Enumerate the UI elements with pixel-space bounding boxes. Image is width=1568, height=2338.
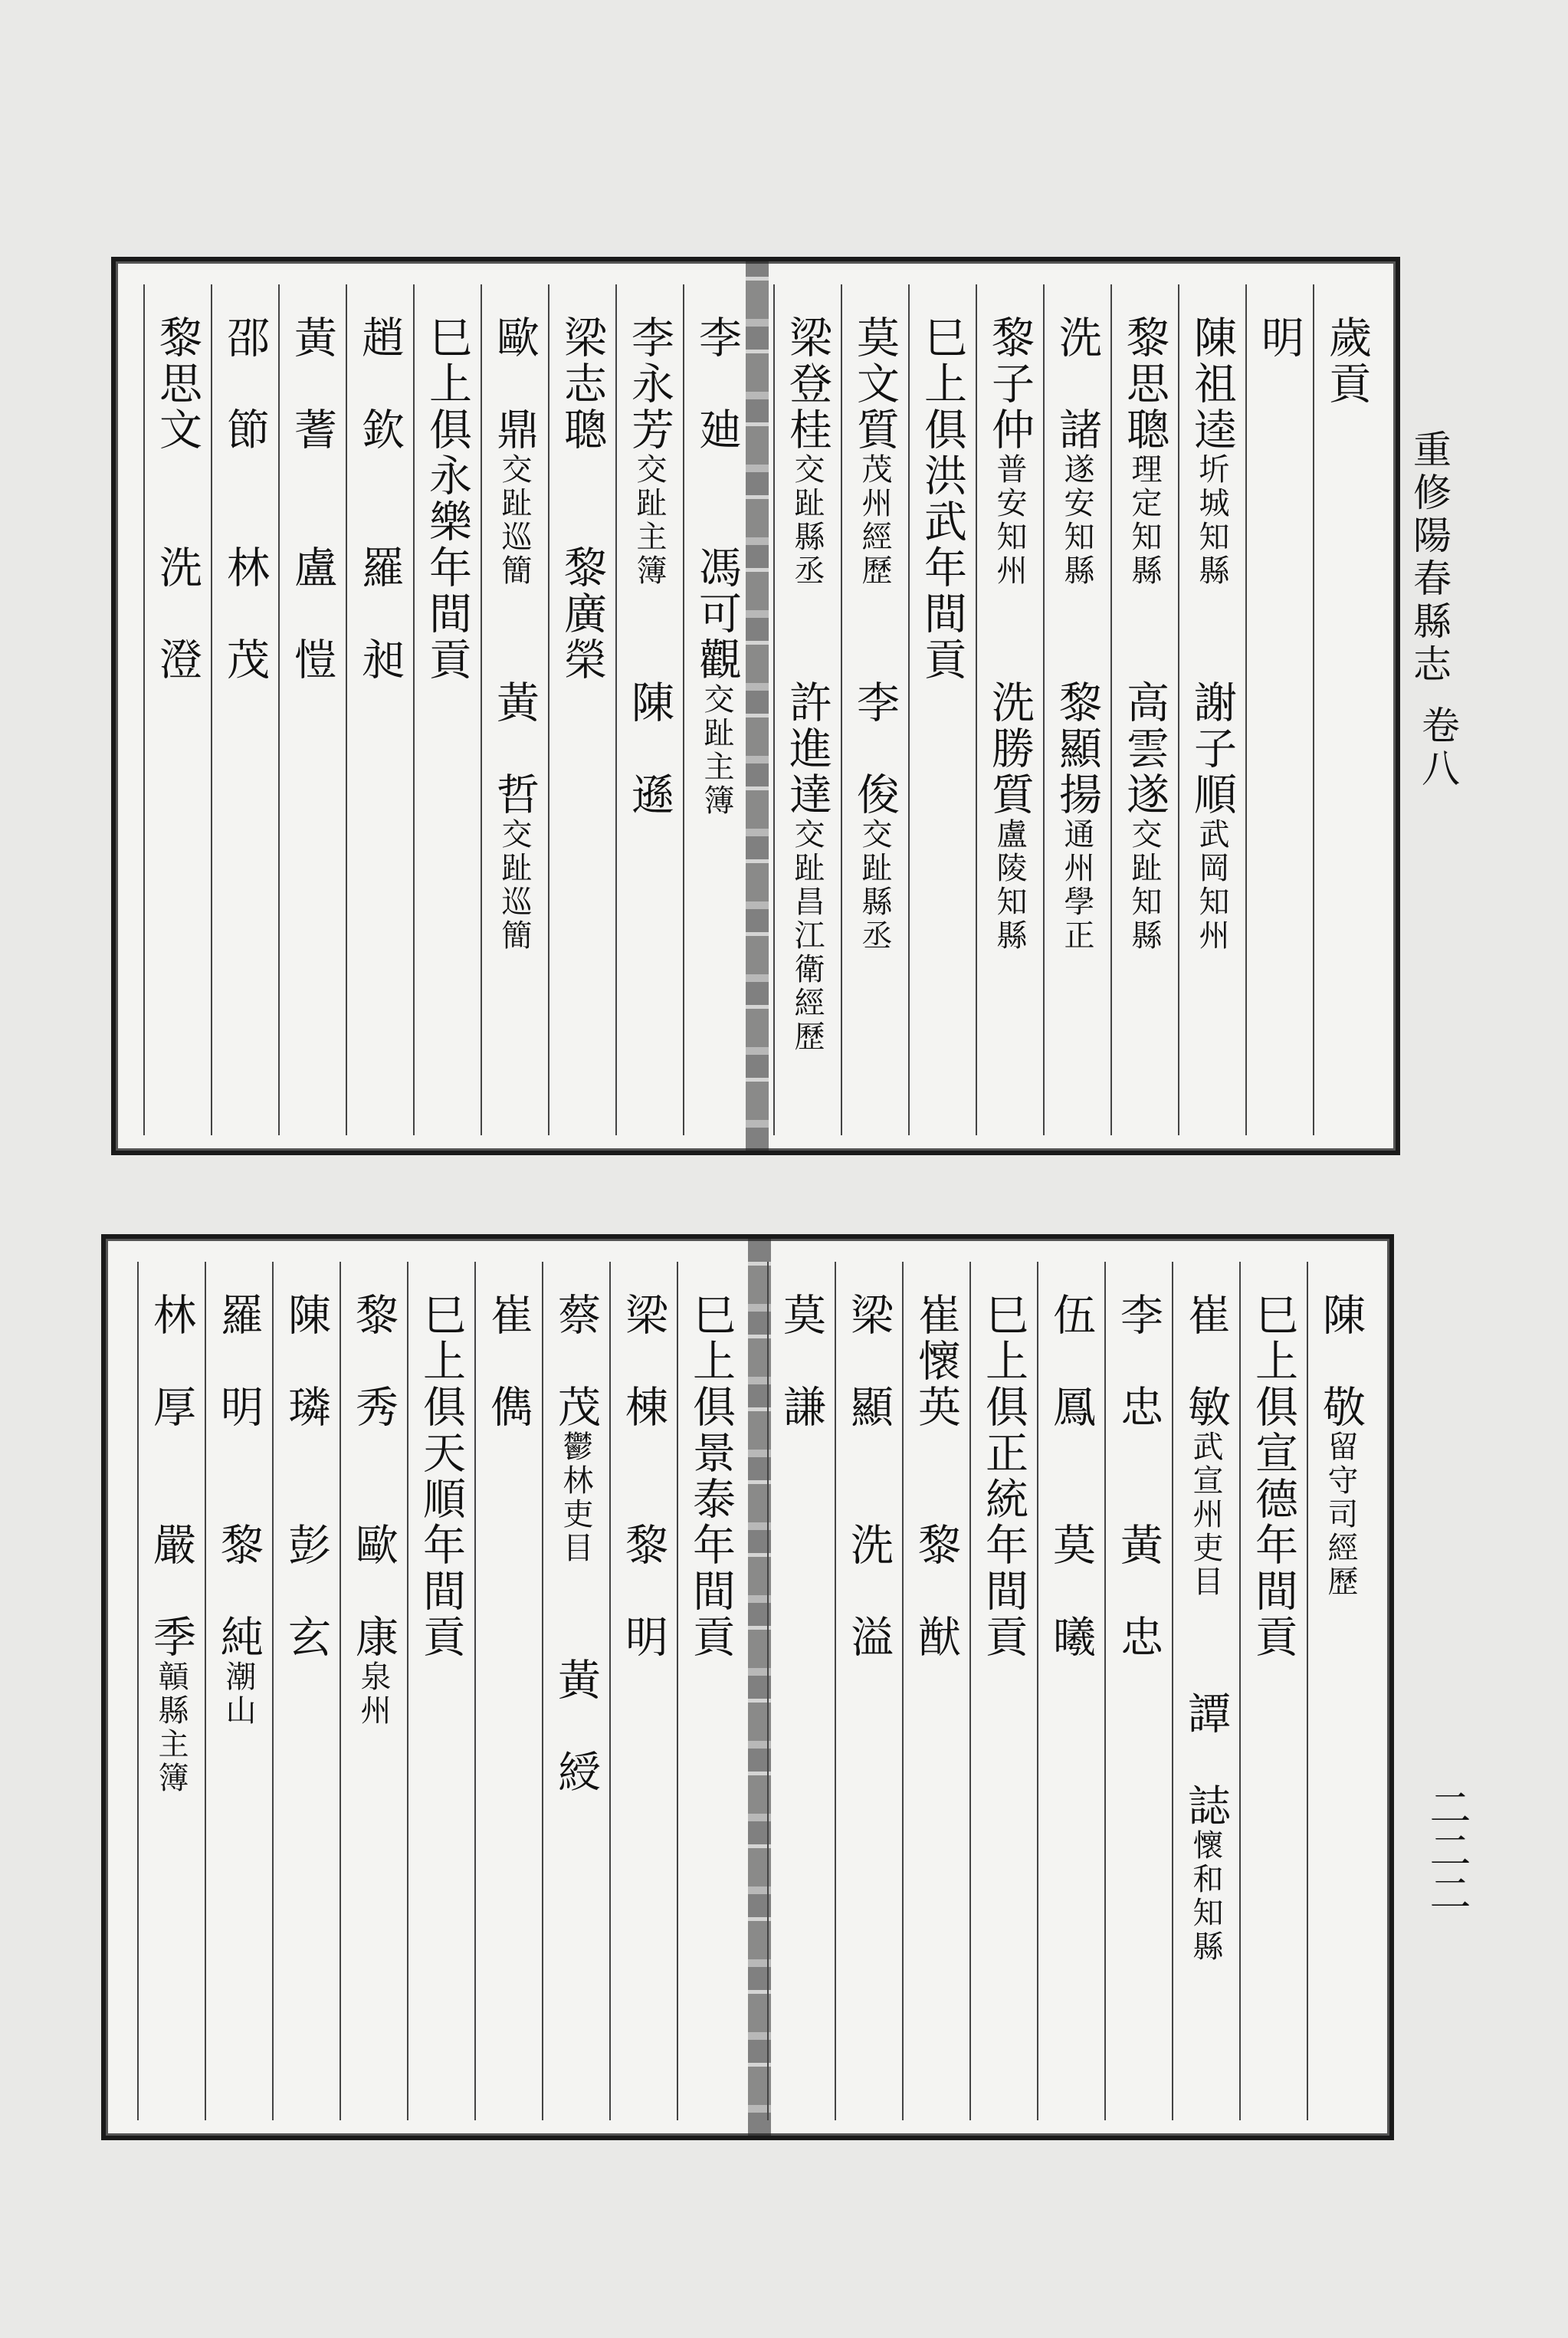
name-entry: 黎 明 [618,1522,668,1660]
office-note: 交趾縣丞 [789,453,825,588]
text-column [1172,1262,1239,2120]
margin-volume: 卷八 [1415,705,1460,791]
text-column [413,284,481,1135]
name-entry: 崔 敏 [1181,1292,1231,1430]
office-note: 理定知縣 [1127,453,1162,588]
name-entry: 謝子順 [1187,680,1237,818]
office-note: 武宣州吏目 [1188,1430,1223,1599]
name-entry: 明 [1255,315,1304,361]
name-entry: 林 茂 [220,545,270,683]
name-entry: 羅 昶 [355,545,405,683]
office-note: 圻城知縣 [1194,453,1229,588]
office-note: 交趾昌江衛經歷 [789,818,825,1054]
text-column [474,1262,542,2120]
name-entry: 巳上俱洪武年間貢 [917,315,967,683]
name-entry: 崔 儁 [484,1292,533,1430]
text-column [683,284,750,1135]
text-column [773,284,841,1135]
office-note: 交趾巡簡 [497,818,532,953]
office-note: 交趾縣丞 [857,818,892,953]
name-entry: 陳祖逵 [1187,315,1237,453]
text-column [677,1262,744,2120]
office-note: 遂安知縣 [1059,453,1094,588]
name-entry: 李 廸 [692,315,742,453]
name-entry: 許進達 [782,680,832,818]
name-entry: 林 厚 [146,1292,196,1430]
office-note: 交趾知縣 [1127,818,1162,953]
name-entry: 歐 鼎 [490,315,540,453]
text-column [346,284,413,1135]
text-column [1110,284,1178,1135]
name-entry: 梁登桂 [782,315,832,453]
text-column [481,284,548,1135]
name-entry: 邵 節 [220,315,270,453]
office-note: 留守司經歷 [1323,1430,1358,1599]
name-entry: 黎思聰 [1120,315,1169,453]
name-entry: 黎 純 [214,1522,264,1660]
name-entry: 盧 愷 [287,545,337,683]
name-entry: 莫 曦 [1046,1522,1096,1660]
office-note: 通州學正 [1059,818,1094,953]
name-entry: 李 俊 [850,680,900,818]
name-entry: 伍 鳳 [1046,1292,1096,1430]
name-entry: 洗 澄 [153,545,202,683]
bottom-printed-sheet [101,1234,1394,2140]
office-note: 交趾主簿 [631,453,667,588]
name-entry: 黎思文 [153,315,202,453]
text-column [902,1262,969,2120]
margin-book-title: 重修陽春縣志 [1407,429,1452,687]
text-column [1307,1262,1374,2120]
text-column [908,284,976,1135]
office-note: 武岡知州 [1194,818,1229,953]
office-note: 贑縣主簿 [153,1660,189,1795]
name-entry: 巳上俱正統年間貢 [979,1292,1028,1660]
name-entry: 嚴 季 [146,1522,196,1660]
name-entry: 黃 蓍 [287,315,337,453]
top-printed-sheet [111,257,1400,1155]
text-column [841,284,908,1135]
text-column [211,284,278,1135]
text-column [609,1262,677,2120]
name-entry: 陳 璘 [281,1292,331,1430]
name-entry: 黎 猷 [911,1522,961,1660]
text-column [969,1262,1037,2120]
name-entry: 陳 敬 [1316,1292,1366,1430]
name-entry: 梁 顯 [844,1292,894,1430]
name-entry: 巳上俱永樂年間貢 [422,315,472,683]
name-entry: 黎子仲 [985,315,1035,453]
text-column [1313,284,1380,1135]
office-note: 潮山 [221,1660,256,1728]
text-column [615,284,683,1135]
name-entry: 巳上俱天順年間貢 [416,1292,466,1660]
name-entry: 趙 欽 [355,315,405,453]
office-note: 懷和知縣 [1188,1829,1223,1964]
text-column [1037,1262,1104,2120]
name-entry: 黎顯揚 [1052,680,1102,818]
name-entry: 崔懷英 [911,1292,961,1430]
name-entry: 黃 忠 [1114,1522,1163,1660]
text-column [1239,1262,1307,2120]
text-column [205,1262,272,2120]
text-column [542,1262,609,2120]
margin-page-number: 二二二 [1423,1786,1471,1915]
name-entry: 陳 遜 [625,680,674,818]
office-note: 泉州 [356,1660,391,1728]
office-note: 交趾巡簡 [497,453,532,588]
name-entry: 歐 康 [349,1522,399,1660]
name-entry: 彭 玄 [281,1522,331,1660]
text-column [137,1262,205,2120]
text-column [767,1262,835,2120]
name-entry: 洗勝質 [985,680,1035,818]
name-entry: 李 忠 [1114,1292,1163,1430]
name-entry: 羅 明 [214,1292,264,1430]
name-entry: 李永芳 [625,315,674,453]
text-column [976,284,1043,1135]
name-entry: 莫文質 [850,315,900,453]
name-entry: 莫 謙 [776,1292,826,1430]
name-entry: 梁志聰 [557,315,607,453]
name-entry: 蔡 茂 [551,1292,601,1430]
text-column [548,284,615,1135]
text-column [1245,284,1313,1135]
name-entry: 高雲遂 [1120,680,1169,818]
name-entry: 黎廣榮 [557,545,607,683]
office-note: 茂州經歷 [857,453,892,588]
name-entry: 黃 綬 [551,1657,601,1795]
name-entry: 巳上俱宣德年間貢 [1248,1292,1298,1660]
text-column [340,1262,407,2120]
text-column [407,1262,474,2120]
name-entry: 梁 棟 [618,1292,668,1430]
name-entry: 歲貢 [1322,315,1372,407]
name-entry: 洗 諸 [1052,315,1102,453]
name-entry: 黎 秀 [349,1292,399,1430]
name-entry: 譚 誌 [1181,1691,1231,1829]
text-column [272,1262,340,2120]
text-column [278,284,346,1135]
office-note: 盧陵知縣 [992,818,1027,953]
text-column [1104,1262,1172,2120]
name-entry: 馮可觀 [692,545,742,683]
office-note: 普安知州 [992,453,1027,588]
office-note: 鬱林吏目 [558,1430,593,1565]
office-note: 交趾主簿 [699,683,734,818]
text-column [143,284,211,1135]
text-column [1043,284,1110,1135]
name-entry: 黃 哲 [490,680,540,818]
text-column [1178,284,1245,1135]
text-column [835,1262,902,2120]
name-entry: 巳上俱景泰年間貢 [686,1292,736,1660]
name-entry: 洗 溢 [844,1522,894,1660]
